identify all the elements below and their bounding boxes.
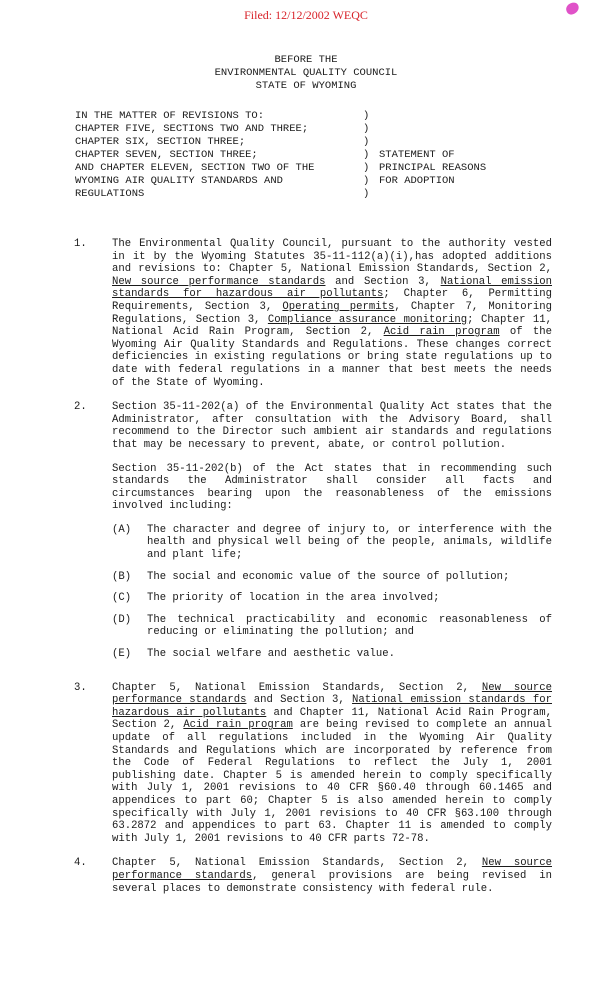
text-run: and Section 3, (246, 694, 353, 707)
text-run: ; Chapter 6, Permitting Requirements, Section 3, (112, 288, 553, 313)
item-number: 4. (74, 857, 87, 870)
sub-text: The technical practicability and economic reasonableness of reducing or eliminating the pollution; and (147, 613, 552, 639)
caption-row (75, 188, 486, 201)
item-3 (74, 682, 552, 846)
sub-item (112, 524, 552, 562)
matter-line: IN THE MATTER OF REVISIONS TO: (75, 110, 265, 122)
statement-line: PRINCIPAL REASONS (379, 162, 487, 174)
item-4 (74, 857, 552, 895)
document-header (0, 54, 612, 93)
caption-row (75, 136, 486, 149)
caption-paren: ) (363, 110, 370, 122)
text-run: The Environmental Quality Council, pursuant to the authority vested in it by the Wyoming Statutes 35-11-112(a)(i),has adopted additions and revisions to: Chapter 5, National Emission Standards, Section 2, (112, 238, 552, 276)
text-run: are being revised to complete an annual update of all regulations included in the Wyoming Air Quality Standards and Regulations which are incorporated by reference from the Code of Federal Regulations to reflect the July 1, 2001 publishing date. Chapter 5 is amended herein to comply specifically with July 1, 2001 revisions to 40 CFR §60.40 through 60.1465 and appendices to part 60; Chapter 5 is also amended herein to comply specifically with July 1, 2001 revisions to 40 CFR §63.100 through 63.2872 and appendices to part 63. Chapter 11 is amended to comply with July 1, 2001 revisions to 40 CFR parts 72-78. (112, 719, 552, 845)
underlined-title: New source performance standards (112, 681, 552, 707)
sub-letter: (B) (112, 570, 132, 583)
case-caption (75, 110, 486, 201)
underlined-title: Compliance assurance monitoring (267, 313, 468, 326)
underlined-title: National emission standards for hazardous air pollutants (112, 694, 552, 719)
matter-line: REGULATIONS (75, 188, 145, 200)
caption-paren: ) (363, 123, 370, 135)
caption-row (75, 110, 486, 123)
item-number: 2. (74, 401, 87, 414)
sub-letter: (C) (112, 592, 132, 605)
caption-paren: ) (363, 136, 370, 148)
caption-row (75, 123, 486, 136)
sub-item (112, 571, 552, 584)
filing-stamp: Filed: 12/12/2002 WEQC (244, 8, 368, 22)
sub-text: The social and economic value of the source of pollution; (147, 570, 510, 583)
text-run: Chapter 5, National Emission Standards, Section 2, (112, 857, 482, 870)
matter-line: CHAPTER SEVEN, SECTION THREE; (75, 149, 258, 161)
item-content (112, 401, 552, 670)
matter-line: CHAPTER SIX, SECTION THREE; (75, 136, 246, 148)
header-line-2: ENVIRONMENTAL QUALITY COUNCIL (214, 67, 398, 79)
sub-item (112, 614, 552, 639)
statement-line: FOR ADOPTION (379, 175, 455, 187)
statement-line: STATEMENT OF (379, 149, 455, 161)
item-content (112, 857, 552, 895)
text-run: , general provisions are being revised in several places to demonstrate consistency with federal rule. (112, 869, 552, 895)
caption-row (75, 175, 486, 188)
caption-paren: ) (363, 162, 370, 174)
caption-row (75, 162, 486, 175)
item-content (112, 238, 552, 389)
text-run: Chapter 5, National Emission Standards, Section 2, (112, 681, 482, 694)
caption-paren: ) (363, 188, 370, 200)
text-run: , Chapter 7, Monitoring Regulations, Section 3, (112, 300, 553, 326)
sub-text: The priority of location in the area involved; (147, 592, 440, 605)
caption-paren: ) (363, 149, 370, 161)
item-number: 1. (74, 238, 87, 250)
sub-letter: (A) (112, 523, 132, 536)
paragraph: Section 35-11-202(a) of the Environmental Quality Act states that the Administrator, after consultation with the Advisory Board, shall recommend to the Director such ambient air standards and regulations that may be necessary to prevent, abate, or control pollution. (112, 401, 552, 451)
item-content (112, 682, 552, 846)
sub-item (112, 648, 552, 661)
underlined-title: Operating permits (282, 300, 395, 313)
sub-text: The social welfare and aesthetic value. (147, 648, 395, 661)
sub-letter: (E) (112, 648, 132, 661)
text-run: of the Wyoming Air Quality Standards and Regulations. These changes correct deficiencies in existing regulations or bring state regulations up to date with federal regulations in a manner that best meets the needs of the State of Wyoming. (112, 326, 552, 389)
text-run: ; Chapter 11, National Acid Rain Program, Section 2, (112, 313, 552, 339)
matter-line: WYOMING AIR QUALITY STANDARDS AND (75, 175, 283, 187)
caption-row (75, 149, 486, 162)
matter-line: CHAPTER FIVE, SECTIONS TWO AND THREE; (75, 123, 309, 135)
underlined-title: New source performance standards (112, 857, 552, 882)
caption-paren: ) (363, 175, 370, 187)
underlined-title: National emission standards for hazardous air pollutants (112, 275, 553, 301)
header-line-3: STATE OF WYOMING (255, 80, 357, 92)
sub-text: The character and degree of injury to, or interference with the health and physical well being of the people, animals, wildlife and plant life; (147, 523, 552, 562)
sub-letter: (D) (112, 613, 132, 626)
item-1 (74, 238, 552, 389)
sub-item (112, 592, 552, 605)
text-run: and Section 3, (325, 275, 441, 288)
matter-line: AND CHAPTER ELEVEN, SECTION TWO OF THE (75, 162, 315, 174)
header-line-1: BEFORE THE (274, 54, 338, 66)
text-run: and Chapter 11, National Acid Rain Program, Section 2, (112, 706, 552, 732)
item-number: 3. (74, 681, 87, 694)
paragraph: Section 35-11-202(b) of the Act states that in recommending such standards the Administrator shall consider all facts and circumstances bearing upon the reasonableness of the emissions involved including: (112, 462, 552, 513)
document-body (74, 238, 552, 907)
underlined-title: New source performance standards (112, 275, 326, 288)
underlined-title: Acid rain program (383, 326, 500, 339)
item-2 (74, 401, 552, 670)
underlined-title: Acid rain program (183, 719, 293, 732)
